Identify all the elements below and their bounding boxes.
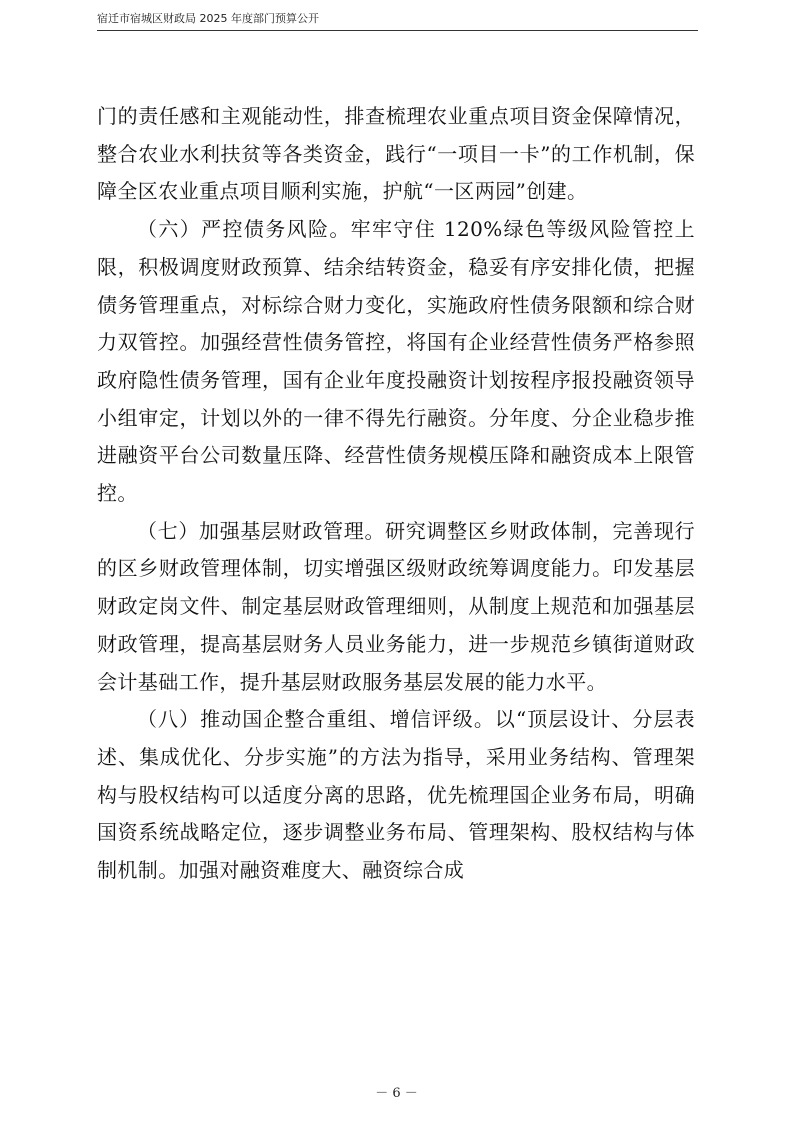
paragraph-grassroots-finance: （七）加强基层财政管理。研究调整区乡财政体制，完善现行的区乡财政管理体制，切实增强区级财政统筹调度能力。印发基层财政定岗文件、制定基层财政管理细则，从制度上规范和加强基层财政管理，提高基层财务人员业务能力，进一步规范乡镇街道财政会计基础工作，提升基层财政服务基层发展的能力水平。 bbox=[97, 518, 695, 694]
header-title: 宿迁市宿城区财政局 2025 年度部门预算公开 bbox=[97, 12, 319, 25]
page-number: － 6 － bbox=[375, 1086, 418, 1101]
document-body bbox=[97, 98, 695, 890]
paragraph-soe-restructuring: （八）推动国企整合重组、增信评级。以“顶层设计、分层表述、集成优化、分步实施”的方法为指导，采用业务结构、管理架构与股权结构可以适度分离的思路，优先梳理国企业务布局，明确国资系统战略定位，逐步调整业务布局、管理架构、股权结构与体制机制。加强对融资难度大、融资综合成 bbox=[97, 707, 695, 883]
page-header bbox=[97, 12, 698, 31]
paragraph-debt-risk: （六）严控债务风险。牢牢守住 120%绿色等级风险管控上限，积极调度财政预算、结余结转资金，稳妥有序安排化债，把握债务管理重点，对标综合财力变化，实施政府性债务限额和综合财力双管控。加强经营性债务管控，将国有企业经营性债务严格参照政府隐性债务管理，国有企业年度投融资计划按程序报投融资领导小组审定，计划以外的一律不得先行融资。分年度、分企业稳步推进融资平台公司数量压降、经营性债务规模压降和融资成本上限管控。 bbox=[97, 217, 695, 506]
paragraph-continuation: 门的责任感和主观能动性，排查梳理农业重点项目资金保障情况，整合农业水利扶贫等各类资金，践行“一项目一卡”的工作机制，保障全区农业重点项目顺利实施，护航“一区两园”创建。 bbox=[97, 104, 695, 204]
